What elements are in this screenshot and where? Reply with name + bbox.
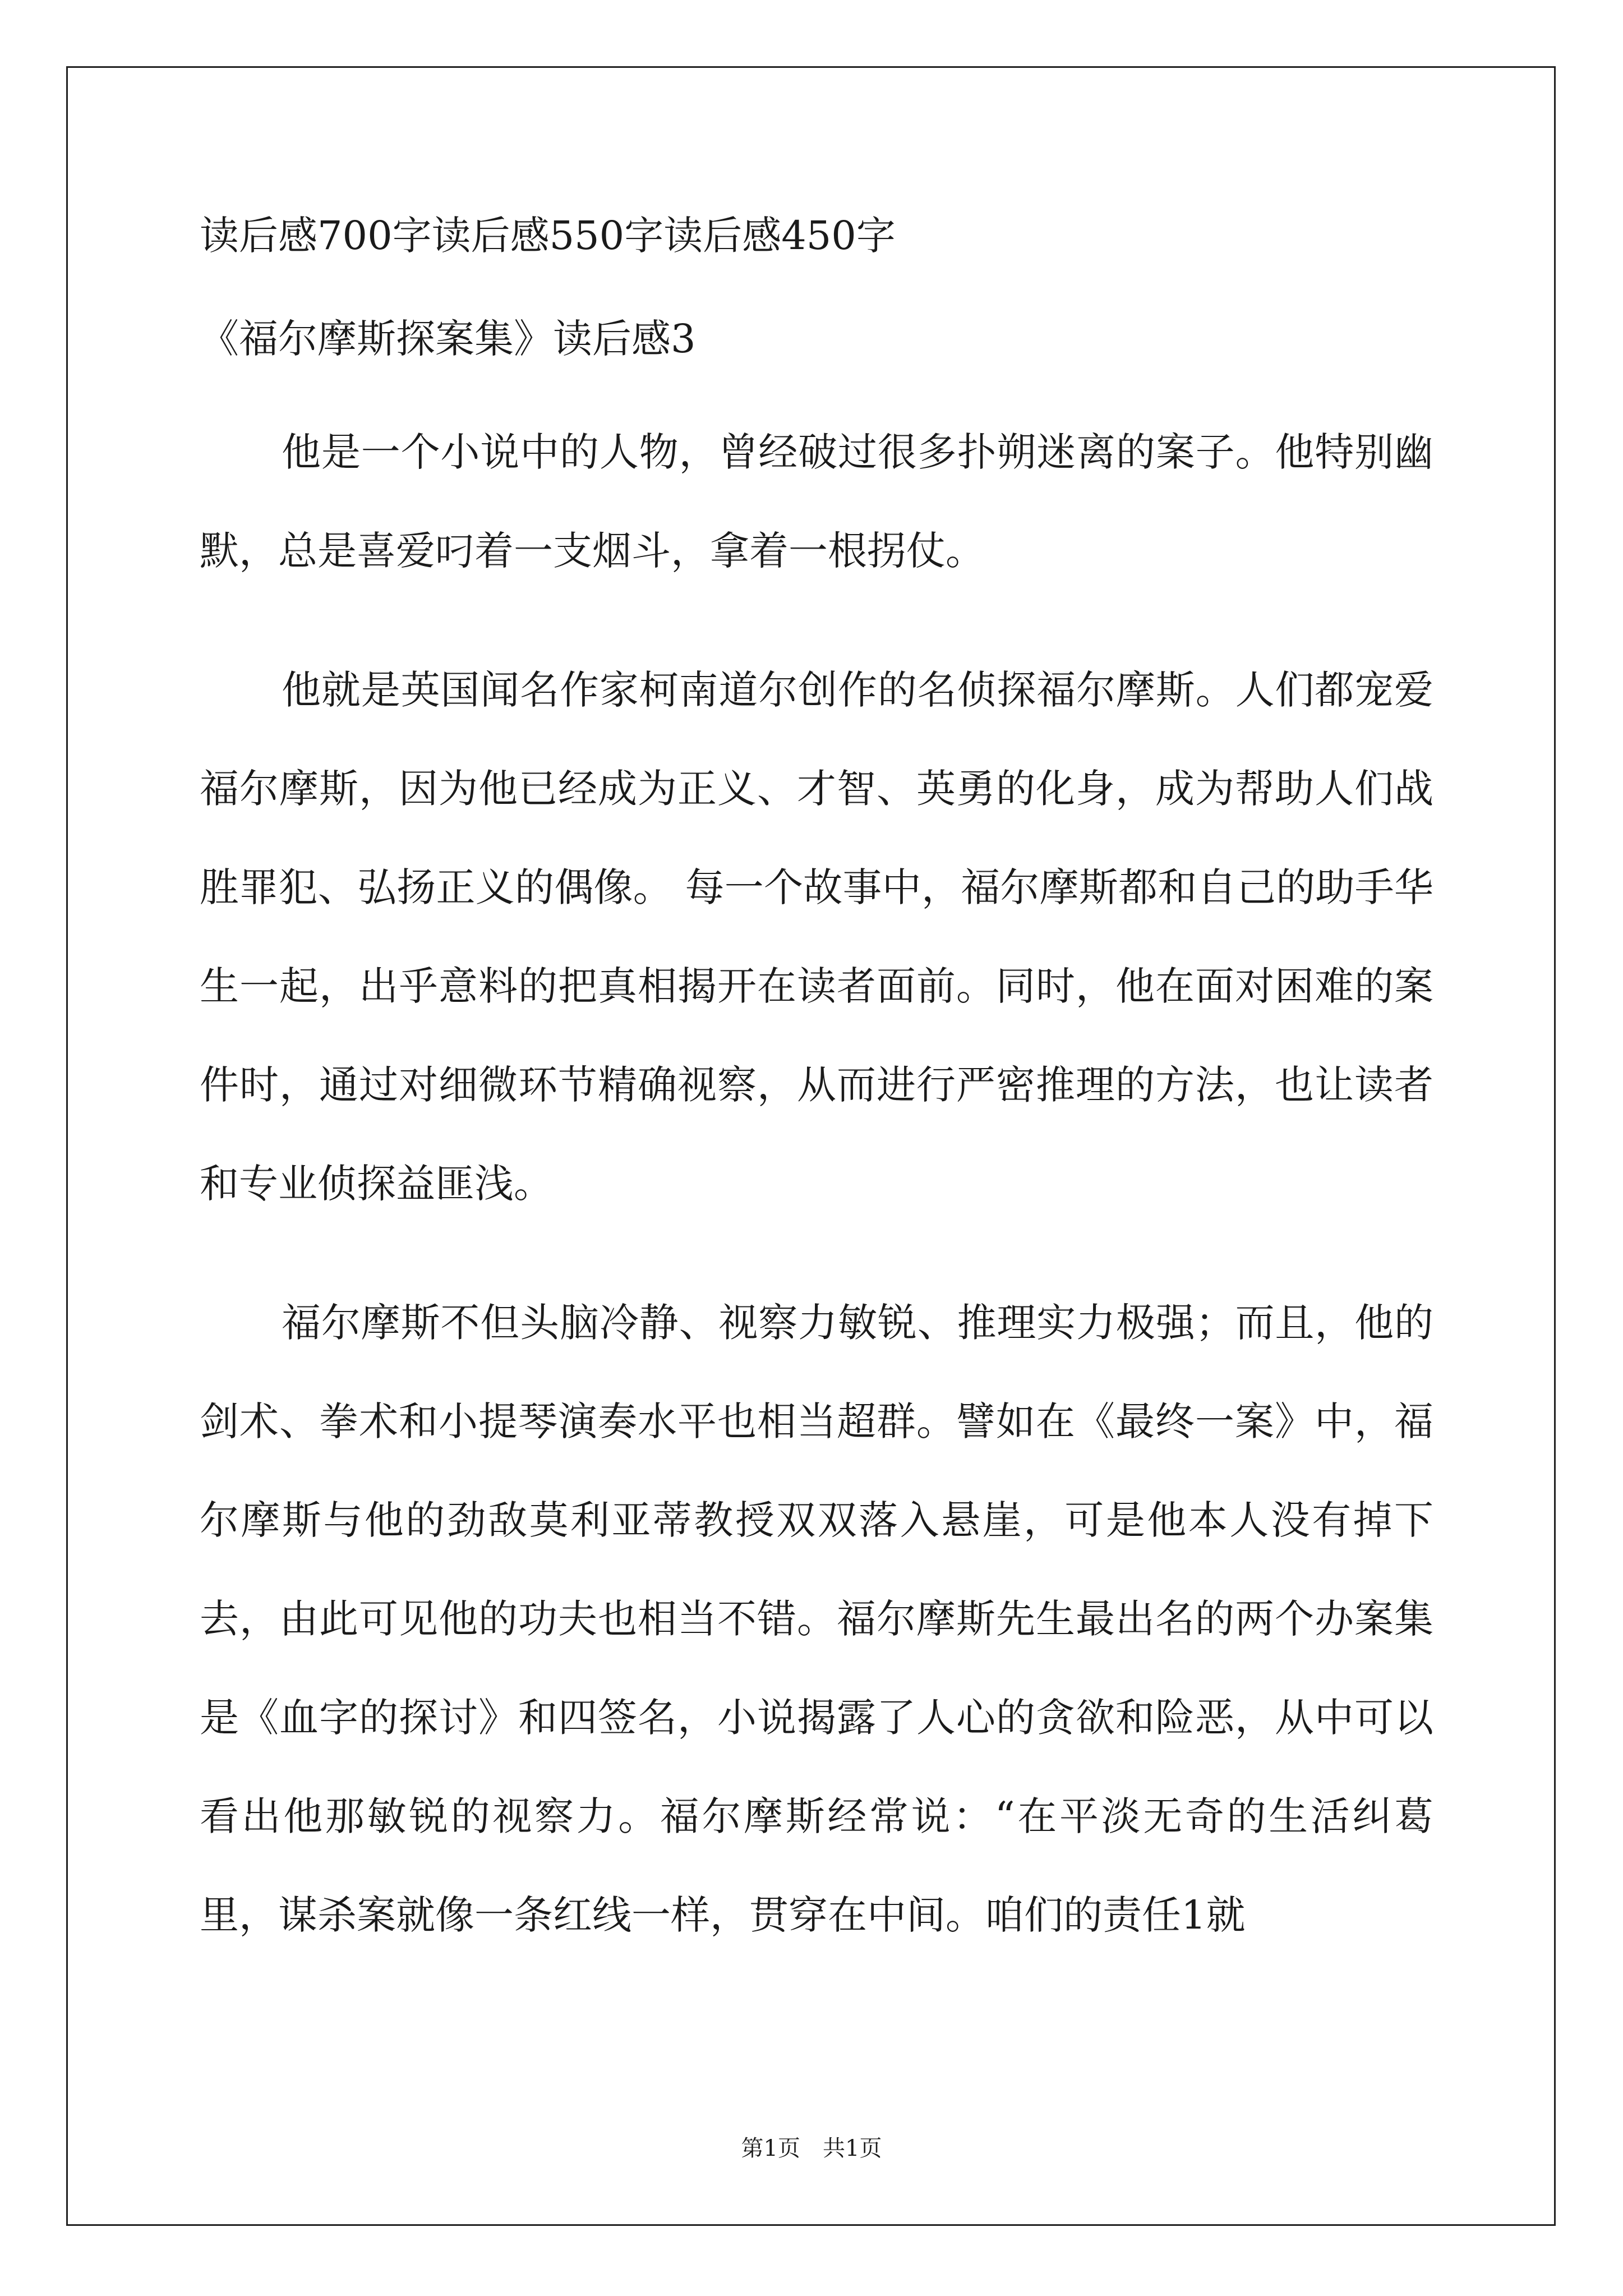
heading-line-2: 《福尔摩斯探案集》读后感3 [200, 316, 696, 362]
paragraph-1: 他是一个小说中的人物，曾经破过很多扑朔迷离的案子。他特别幽默，总是喜爱叼着一支烟斗，拿着一根拐仗。 [200, 429, 1433, 574]
heading-line-1: 读后感700字读后感550字读后感450字 [200, 213, 896, 259]
paragraph-3: 福尔摩斯不但头脑冷静、视察力敏锐、推理实力极强；而且，他的剑术、拳术和小提琴演奏水平也相当超群。譬如在《最终一案》中，福尔摩斯与他的劲敌莫利亚蒂教授双双落入悬崖，可是他本人没有掉下去，由此可见他的功夫也相当不错。福尔摩斯先生最出名的两个办案集是《血字的探讨》和四签名，小说揭露了人心的贪欲和险恶，从中可以看出他那敏锐的视察力。福尔摩斯经常说：“在平淡无奇的生活纠葛里，谋杀案就像一条红线一样，贯穿在中间。咱们的责任1就 [200, 1300, 1433, 1938]
paragraph-2: 他就是英国闻名作家柯南道尔创作的名侦探福尔摩斯。人们都宠爱福尔摩斯，因为他已经成为正义、才智、英勇的化身，成为帮助人们战胜罪犯、弘扬正义的偶像。 每一个故事中，福尔摩斯都和自己的助手华生一起，出乎意料的把真相揭开在读者面前。同时，他在面对困难的案件时，通过对细微环节精确视察，从而进行严密推理的方法，也让读者和专业侦探益匪浅。 [200, 667, 1433, 1207]
page-number-footer: 第1页 共1页 [741, 2136, 882, 2161]
document-body [200, 208, 1433, 1964]
